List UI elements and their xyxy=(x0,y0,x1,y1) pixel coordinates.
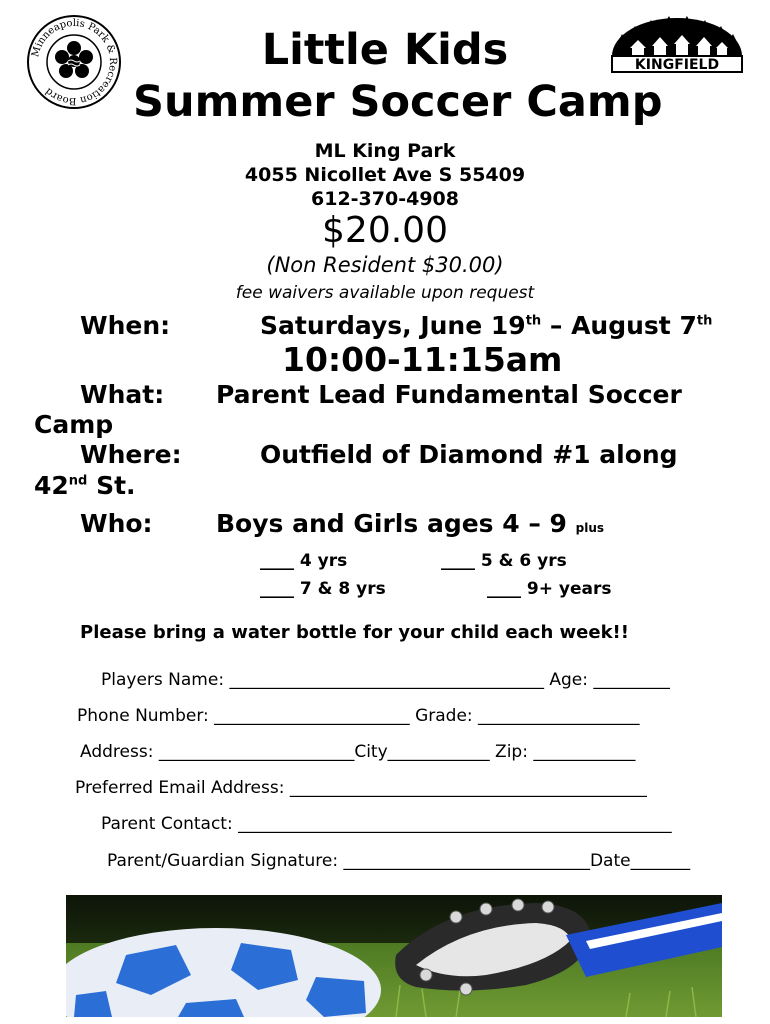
location-name: ML King Park xyxy=(314,140,456,162)
age-option-9-plus-years[interactable]: ____ 9+ years xyxy=(487,579,612,599)
where-value-wrap xyxy=(34,471,136,500)
non-resident-price: (Non Resident $30.00) xyxy=(266,253,504,277)
who-label: Who: xyxy=(80,509,153,538)
where-sup: nd xyxy=(68,473,88,489)
when-label: When: xyxy=(80,311,171,340)
when-sup-2: th xyxy=(696,313,713,329)
where-street-suffix: St. xyxy=(87,471,136,500)
address-field[interactable]: Address: _______________________City____________ Zip: ____________ xyxy=(80,742,636,762)
when-date-start: Saturdays, June 19 xyxy=(260,311,526,340)
kingfield-logo-text: KINGFIELD xyxy=(634,57,720,73)
soccer-photo xyxy=(66,895,722,1017)
where-street-number: 42 xyxy=(34,471,69,500)
players-name-field[interactable]: Players Name: _____________________________________ Age: _________ xyxy=(101,670,670,690)
what-value-wrap: Camp xyxy=(34,410,114,439)
phone-number: 612-370-4908 xyxy=(311,188,459,210)
who-plus: plus xyxy=(575,521,605,535)
age-option-7-8-yrs[interactable]: ____ 7 & 8 yrs xyxy=(260,579,386,599)
title-line-2: Summer Soccer Camp xyxy=(133,77,663,127)
camp-time: 10:00-11:15am xyxy=(282,340,563,379)
svg-text:Minneapolis Park & Recreation: Minneapolis Park & Recreation Board xyxy=(30,17,119,107)
price: $20.00 xyxy=(322,210,448,251)
where-value: Outfield of Diamond #1 along xyxy=(260,440,678,469)
what-value: Parent Lead Fundamental Soccer xyxy=(216,380,682,409)
when-value xyxy=(260,311,712,340)
who-value xyxy=(216,509,604,538)
age-option-5-6-yrs[interactable]: ____ 5 & 6 yrs xyxy=(441,551,567,571)
title-line-1: Little Kids xyxy=(261,25,509,75)
where-label: Where: xyxy=(80,440,182,469)
what-label: What: xyxy=(80,380,165,409)
parent-contact-field[interactable]: Parent Contact: ___________________________________________________ xyxy=(101,814,672,834)
phone-number-field[interactable]: Phone Number: _______________________ Grade: ___________________ xyxy=(77,706,640,726)
signature-field[interactable]: Parent/Guardian Signature: _____________________________Date_______ xyxy=(107,851,691,871)
email-field[interactable]: Preferred Email Address: __________________________________________ xyxy=(75,778,647,798)
who-ages: Boys and Girls ages 4 – 9 xyxy=(216,509,567,538)
street-address: 4055 Nicollet Ave S 55409 xyxy=(244,164,526,186)
age-option-4-yrs[interactable]: ____ 4 yrs xyxy=(260,551,348,571)
when-date-end: – August 7 xyxy=(541,311,697,340)
water-bottle-reminder: Please bring a water bottle for your child each week!! xyxy=(80,622,629,643)
when-sup-1: th xyxy=(525,313,542,329)
fee-waiver-note: fee waivers available upon request xyxy=(235,283,535,303)
